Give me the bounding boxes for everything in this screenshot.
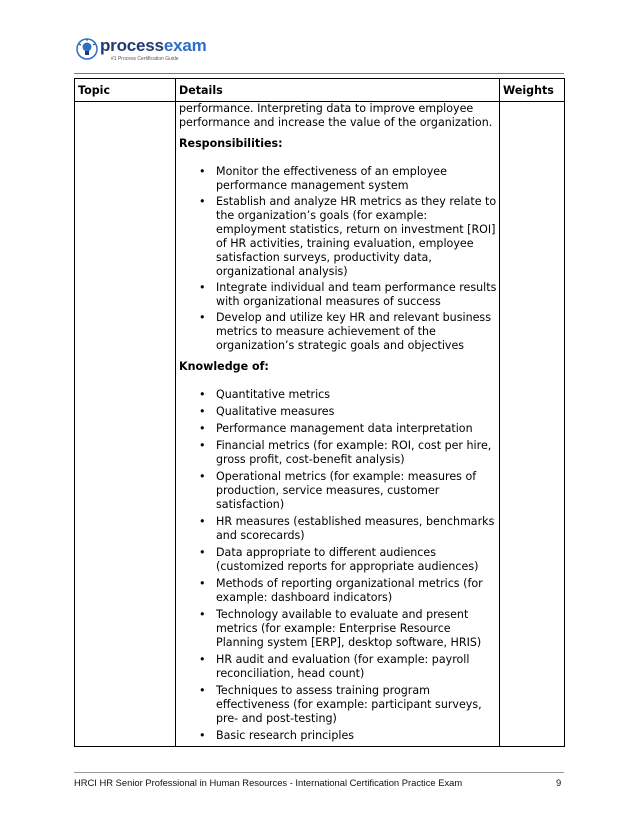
list-item-text: Basic research principles	[216, 729, 355, 742]
footer-text: HRCI HR Senior Professional in Human Resources - International Certification Practice Exam	[74, 777, 463, 788]
logo-wordmark: processexam	[100, 36, 207, 55]
list-item-text: Operational metrics (for example: measures of production, service measures, customer satisfaction)	[216, 470, 477, 511]
table-row	[75, 102, 565, 747]
bullet-icon: •	[199, 515, 206, 528]
list-item	[179, 281, 497, 309]
bullet-icon: •	[199, 281, 206, 294]
knowledge-heading: Knowledge of:	[179, 360, 269, 373]
bullet-icon: •	[199, 195, 206, 208]
list-item	[179, 470, 497, 512]
column-header-weights: Weights	[500, 79, 565, 102]
bullet-icon: •	[199, 653, 206, 666]
list-item	[179, 515, 497, 543]
list-item	[179, 422, 497, 436]
processexam-logo	[76, 36, 216, 66]
footer-divider	[74, 772, 564, 773]
topic-cell	[75, 102, 176, 747]
responsibilities-list	[179, 165, 497, 353]
syllabus-table	[74, 78, 565, 747]
list-item-text: Data appropriate to different audiences (customized reports for appropriate audiences)	[216, 546, 479, 573]
list-item-text: Techniques to assess training program effectiveness (for example: participant surveys, pre- and post-testing)	[216, 684, 482, 725]
table-header-row	[75, 79, 565, 102]
list-item-text: Financial metrics (for example: ROI, cost per hire, gross profit, cost-benefit analysis)	[216, 439, 492, 466]
list-item	[179, 546, 497, 574]
list-item	[179, 653, 497, 681]
list-item	[179, 405, 497, 419]
bullet-icon: •	[199, 608, 206, 621]
list-item-text: Methods of reporting organizational metrics (for example: dashboard indicators)	[216, 577, 483, 604]
list-item-text: Technology available to evaluate and present metrics (for example: Enterprise Resource Planning system [ERP], desktop software, HRIS)	[216, 608, 482, 649]
bullet-icon: •	[199, 470, 206, 483]
bullet-icon: •	[199, 577, 206, 590]
responsibilities-heading: Responsibilities:	[179, 137, 283, 150]
knowledge-list	[179, 388, 497, 743]
list-item-text: Quantitative metrics	[216, 388, 331, 401]
list-item	[179, 684, 497, 726]
list-item-text: Develop and utilize key HR and relevant business metrics to measure achievement of the organization’s strategic goals and objectives	[216, 311, 491, 352]
bullet-icon: •	[199, 546, 206, 559]
bullet-icon: •	[199, 422, 206, 435]
bullet-icon: •	[199, 388, 206, 401]
list-item	[179, 388, 497, 402]
list-item	[179, 729, 497, 743]
bullet-icon: •	[199, 311, 206, 324]
weights-cell	[500, 102, 565, 747]
list-item	[179, 195, 497, 279]
lightbulb-icon	[76, 38, 98, 60]
header-divider	[74, 73, 564, 74]
list-item-text: Establish and analyze HR metrics as they relate to the organization’s goals (for example: employment statistics, return on investment [ROI] of HR activities, training evaluation, employee satisfaction surveys, productivity data, organizational analysis)	[216, 195, 497, 278]
column-header-details: Details	[176, 79, 500, 102]
details-intro: performance. Interpreting data to improve employee performance and increase the value of the organization.	[179, 102, 493, 129]
list-item-text: Performance management data interpretation	[216, 422, 473, 435]
list-item-text: HR audit and evaluation (for example: payroll reconciliation, head count)	[216, 653, 470, 680]
list-item	[179, 577, 497, 605]
list-item	[179, 608, 497, 650]
list-item-text: Integrate individual and team performance results with organizational measures of success	[216, 281, 497, 308]
list-item-text: HR measures (established measures, benchmarks and scorecards)	[216, 515, 495, 542]
bullet-icon: •	[199, 439, 206, 452]
list-item	[179, 165, 497, 193]
logo-tagline: #1 Process Certification Guide	[111, 56, 179, 62]
column-header-topic: Topic	[75, 79, 176, 102]
list-item-text: Monitor the effectiveness of an employee performance management system	[216, 165, 447, 192]
bullet-icon: •	[199, 684, 206, 697]
page-number: 9	[556, 777, 562, 788]
list-item-text: Qualitative measures	[216, 405, 335, 418]
list-item	[179, 311, 497, 353]
bullet-icon: •	[199, 405, 206, 418]
bullet-icon: •	[199, 165, 206, 178]
details-cell	[176, 102, 500, 747]
bullet-icon: •	[199, 729, 206, 742]
list-item	[179, 439, 497, 467]
